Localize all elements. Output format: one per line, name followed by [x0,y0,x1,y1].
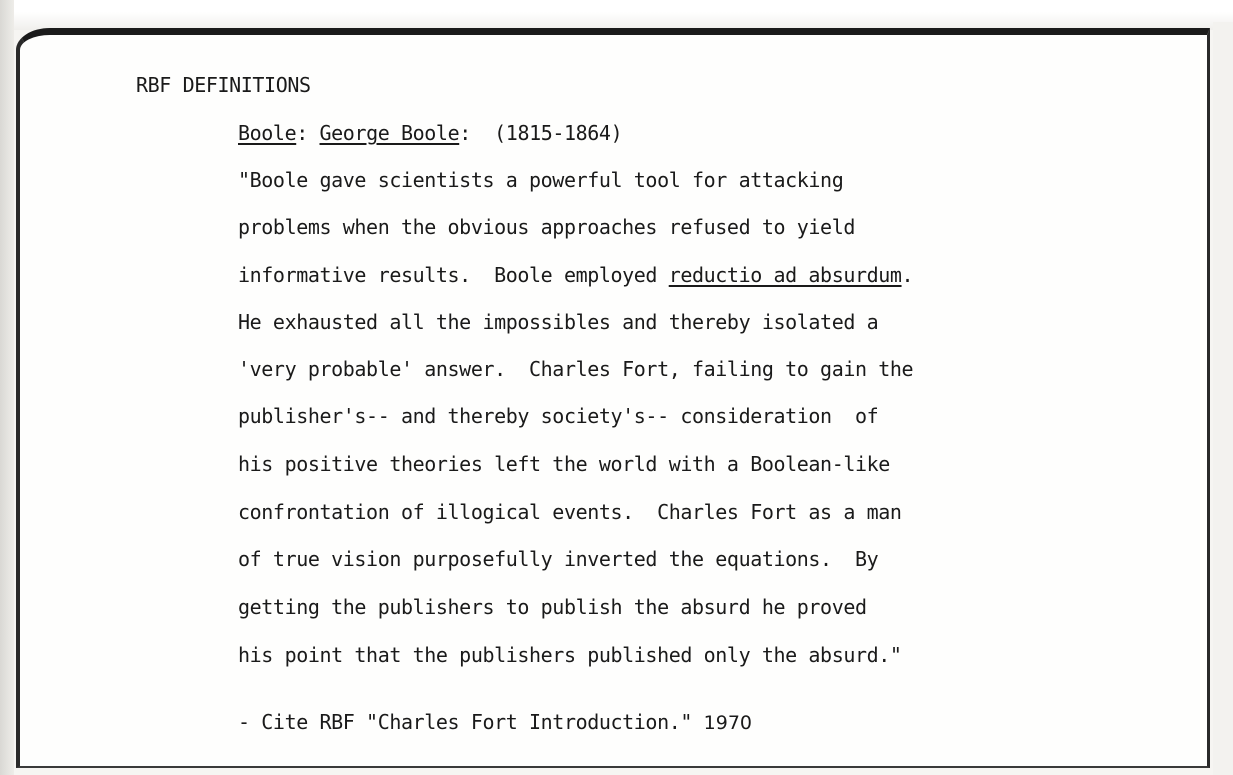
emphasis-phrase: reductio ad absurdum [668,263,902,287]
term-separator: : [296,121,320,145]
document-heading: RBF DEFINITIONS [136,73,311,97]
emphasis-tail: . [901,263,914,287]
quote-line: 'very probable' answer. Charles Fort, failing to gain the [238,357,914,381]
quote-line-text: informative results. Boole employed [238,263,669,287]
quote-line [238,263,913,287]
citation-text: - Cite RBF "Charles Fort Introduction." [238,710,704,734]
quote-line: publisher's-- and thereby society's-- consideration of [238,404,879,428]
term-dates: (1815-1864) [494,121,623,145]
term-line [238,121,622,145]
quote-line: "Boole gave scientists a powerful tool for attacking [238,168,844,192]
scan-left-edge [0,0,14,775]
term-full-name: George Boole [319,121,460,145]
quote-line: problems when the obvious approaches refused to yield [238,215,855,239]
term-separator-2: : [459,121,495,145]
quote-line: of true vision purposefully inverted the equations. By [238,547,879,571]
quote-line: He exhausted all the impossibles and thereby isolated a [238,310,879,334]
quote-line: his point that the publishers published only the absurd." [238,643,902,667]
citation-year: 1970 [703,712,753,734]
quote-line: confrontation of illogical events. Charles Fort as a man [238,500,902,524]
quote-line: his positive theories left the world with a Boolean-like [238,452,890,476]
quote-line: getting the publishers to publish the absurd he proved [238,595,867,619]
term-short: Boole [238,121,297,145]
scan-top-edge [0,0,1233,30]
citation [238,710,752,734]
scan-right-edge [1213,22,1233,775]
